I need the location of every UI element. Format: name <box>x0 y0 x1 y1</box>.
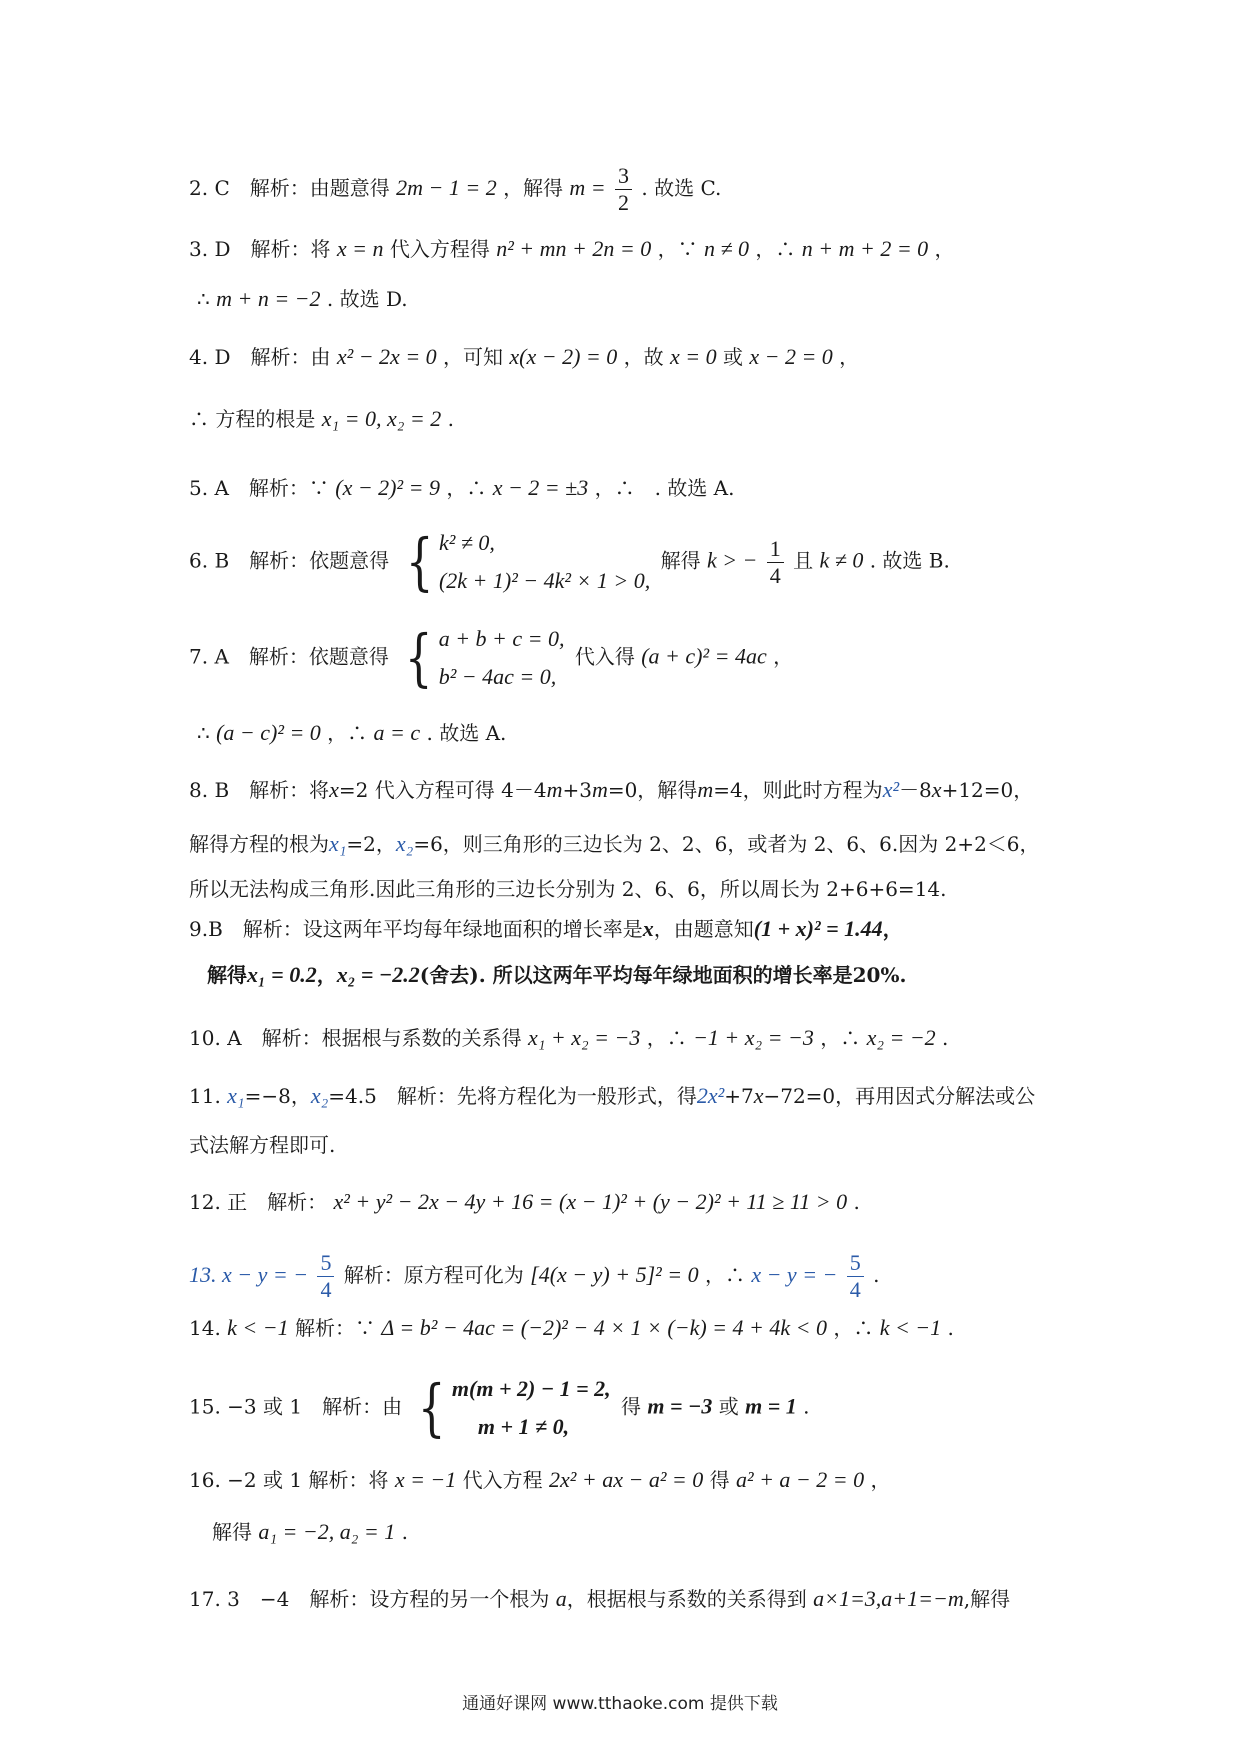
answer-8-line-1 <box>189 775 1033 805</box>
answer-14 <box>189 1313 954 1343</box>
text: 解得方程的根为 <box>189 832 329 856</box>
brace: { <box>418 1371 446 1444</box>
answer-16-line-1 <box>189 1465 890 1495</box>
equation: 2x² <box>696 1083 725 1108</box>
equation: 13. x − y = − <box>189 1262 309 1287</box>
text: 所以无法构成三角形.因此三角形的三边长分别为 2、6、6，所以周长为 2+6+6=14. <box>189 877 947 901</box>
answer-13 <box>189 1250 879 1303</box>
equation-system <box>400 524 651 600</box>
answer-3-line-1 <box>189 234 955 264</box>
equation: m = 1 <box>745 1393 797 1419</box>
text: =−8， <box>244 1084 311 1108</box>
system-row: k² ≠ 0, <box>438 530 495 555</box>
answer-15 <box>189 1370 809 1446</box>
system-row: m(m + 2) − 1 = 2, <box>451 1376 611 1401</box>
page-footer: 通通好课网 www.tthaoke.com 提供下载 <box>462 1694 778 1714</box>
equation: m + n = −2 <box>216 286 321 311</box>
variable: m <box>546 777 563 802</box>
equation: k > − <box>706 547 758 573</box>
text: ，根据根与系数的关系得到 <box>566 1587 807 1611</box>
variable: m <box>591 777 608 802</box>
variable: x <box>753 1083 764 1108</box>
answer-11-line-2 <box>189 1130 335 1160</box>
variable: x₂ <box>310 1083 329 1108</box>
text: 2. C 解析：由题意得 <box>189 176 390 200</box>
text: . 所以这两年平均每年绿地面积的增长率是 <box>478 963 853 987</box>
text: . <box>873 1263 880 1287</box>
numerator: 5 <box>847 1250 864 1277</box>
equation: −1 + x₂ = −3 <box>693 1025 814 1050</box>
equation: n + m + 2 = 0 <box>801 236 929 261</box>
answer-8-line-3 <box>189 874 947 904</box>
answer-6 <box>189 524 950 600</box>
text: 12. 正 解析： <box>189 1190 328 1214</box>
system-row: m + 1 ≠ 0, <box>477 1414 570 1439</box>
equation: a×1=3,a+1=−m <box>813 1586 964 1611</box>
numerator: 1 <box>767 536 784 563</box>
equation: k < −1 <box>227 1315 289 1340</box>
fraction <box>317 1250 334 1303</box>
system-row: b² − 4ac = 0, <box>438 664 557 689</box>
text: 11. <box>189 1084 221 1108</box>
answer-10 <box>189 1023 948 1053</box>
denominator: 4 <box>849 1277 861 1302</box>
variable: x <box>931 777 942 802</box>
answer-2 <box>189 163 721 216</box>
text: . <box>942 1026 949 1050</box>
answer-4-line-1 <box>189 342 859 372</box>
text: 9.B 解析：设这两年平均每年绿地面积的增长率是 <box>189 917 643 941</box>
text: 式法解方程即可. <box>189 1133 336 1157</box>
text: 得 <box>709 1468 730 1492</box>
variable: x₁ <box>329 831 347 856</box>
text: ， <box>934 237 955 261</box>
text: ，可知 <box>443 345 504 369</box>
answer-9-line-2 <box>207 960 906 990</box>
text: ， <box>870 1468 891 1492</box>
equation: a₁ = −2, a₂ = 1 <box>258 1519 396 1544</box>
text: ， <box>882 917 903 941</box>
text: 7. A 解析：依题意得 <box>189 644 389 669</box>
equation: x² + y² − 2x − 4y + 16 = (x − 1)² + (y − 2)² + 11 ≥ 11 > 0 <box>333 1189 848 1214</box>
variable: x₁ <box>227 1083 245 1108</box>
text: =4.5 解析：先将方程化为一般形式，得 <box>328 1084 697 1108</box>
text: =2， <box>346 832 396 856</box>
denominator: 4 <box>320 1277 332 1302</box>
text: . <box>447 407 454 431</box>
text: ，∴ <box>820 1026 861 1050</box>
equation: x₂ = −2 <box>866 1025 936 1050</box>
fraction <box>615 163 632 216</box>
equation: 2x² + ax − a² = 0 <box>549 1467 704 1492</box>
text: 解析：∵ <box>295 1316 375 1340</box>
equation-system <box>399 620 564 696</box>
text: ，∴ <box>755 237 796 261</box>
text: . <box>853 1190 860 1214</box>
text: ， <box>316 963 337 987</box>
text: =0，解得 <box>607 778 698 802</box>
numerator: 5 <box>317 1250 334 1277</box>
text: ，故 <box>623 345 664 369</box>
text: −72=0，再用因式分解法或公 <box>763 1084 1036 1108</box>
text: =2 代入方程可得 4－4 <box>338 778 547 802</box>
text: ， <box>773 644 794 669</box>
text: . 故选 B. <box>869 548 950 573</box>
text: 代入方程得 <box>389 237 490 261</box>
equation: x² <box>882 777 900 802</box>
text: 解得 <box>212 1520 252 1544</box>
answer-17 <box>189 1584 1010 1614</box>
fraction <box>767 536 784 589</box>
text: ，∴ <box>446 476 487 500</box>
text: ，∴ <box>327 721 368 745</box>
equation: x = n <box>336 236 384 261</box>
text: 5. A 解析：∵ <box>189 476 329 500</box>
equation: x₁ + x₂ = −3 <box>527 1025 641 1050</box>
text: 或 <box>722 345 743 369</box>
equation: (x − 2)² = 9 <box>335 475 440 500</box>
answer-8-line-2 <box>189 829 1040 859</box>
equation: Δ = b² − 4ac = (−2)² − 4 × 1 × (−k) = 4 + 4k < 0 <box>381 1315 827 1340</box>
text: ∴ <box>197 287 210 311</box>
text: ，解得 <box>503 176 564 200</box>
text: . 故选 C. <box>641 176 722 200</box>
answer-9-line-1 <box>189 914 903 944</box>
text: ，由题意知 <box>653 917 754 941</box>
equation: [4(x − y) + 5]² = 0 <box>530 1262 699 1287</box>
text: 解析：原方程可化为 <box>343 1263 524 1287</box>
equation: x − y = − <box>751 1262 838 1287</box>
text: 3. D 解析：将 <box>189 237 331 261</box>
variable: m <box>697 777 714 802</box>
text: 10. A 解析：根据根与系数的关系得 <box>189 1026 522 1050</box>
variable: x <box>642 916 654 941</box>
text: ，∴ <box>646 1026 687 1050</box>
denominator: 2 <box>618 190 630 215</box>
answer-11-line-1 <box>189 1081 1035 1111</box>
text: . <box>803 1394 810 1419</box>
equation: x = 0 <box>669 344 717 369</box>
equation: 2m − 1 = 2 <box>396 175 497 200</box>
text: . <box>899 963 907 987</box>
text: +12=0， <box>941 778 1034 802</box>
text: ， <box>839 345 860 369</box>
equation: x − 2 = 0 <box>749 344 833 369</box>
equation: x₁ = 0.2 <box>247 962 317 987</box>
equation: m = −3 <box>647 1393 713 1419</box>
text: 17. 3 −4 解析：设方程的另一个根为 <box>189 1587 550 1611</box>
equation: a = c <box>373 720 421 745</box>
answer-7-line-2 <box>197 718 506 748</box>
text: 解得 <box>660 548 701 573</box>
variable: x₂ <box>395 831 414 856</box>
text: 14. <box>189 1316 221 1340</box>
answer-4-line-2 <box>189 404 454 434</box>
equation: (a + c)² = 4ac <box>641 643 767 669</box>
text: . 故选 A. <box>426 721 507 745</box>
text: ∴ <box>197 721 210 745</box>
text: 4. D 解析：由 <box>189 345 331 369</box>
text: ，∴ <box>704 1263 745 1287</box>
text: 16. <box>189 1468 221 1492</box>
text: 或 <box>718 1394 739 1419</box>
system-row: a + b + c = 0, <box>438 626 565 651</box>
text: 6. B 解析：依题意得 <box>189 548 390 573</box>
equation: x = −1 <box>394 1467 457 1492</box>
text: ，∴ <box>833 1316 874 1340</box>
equation: (a − c)² = 0 <box>216 720 321 745</box>
text: ∴ 方程的根是 <box>189 407 316 431</box>
equation: a² + a − 2 = 0 <box>735 1467 865 1492</box>
fraction <box>847 1250 864 1303</box>
equation: x − 2 = ±3 <box>492 475 589 500</box>
equation: (1 + x)² = 1.44 <box>753 916 883 941</box>
answer-3-line-2 <box>197 284 408 314</box>
text: +3 <box>562 778 592 802</box>
equation: k < −1 <box>879 1315 942 1340</box>
answer-5 <box>189 473 734 503</box>
text: . <box>401 1520 408 1544</box>
text: 解得 <box>207 963 247 987</box>
text: +7 <box>724 1084 754 1108</box>
equation: x² − 2x = 0 <box>336 344 437 369</box>
text: =4，则此时方程为 <box>713 778 883 802</box>
equation: n² + mn + 2n = 0 <box>496 236 652 261</box>
text: 代入得 <box>574 644 635 669</box>
text: －8 <box>899 778 932 802</box>
text: (舍去) <box>419 963 479 987</box>
text: ，∵ <box>657 237 698 261</box>
equation: x₂ = −2.2 <box>336 962 420 987</box>
answer-12 <box>189 1187 860 1217</box>
text: 得 <box>621 1394 642 1419</box>
text: 解析：将 <box>308 1468 389 1492</box>
text: . 故选 D. <box>326 287 408 311</box>
text: −2 或 1 <box>227 1468 303 1492</box>
text: ,解得 <box>963 1587 1011 1611</box>
equation-system <box>412 1370 610 1446</box>
text: 20% <box>852 963 900 987</box>
brace: { <box>405 621 433 694</box>
answer-7-line-1 <box>189 620 793 696</box>
system-row: (2k + 1)² − 4k² × 1 > 0, <box>438 568 651 593</box>
text: 8. B 解析：将 <box>189 778 330 802</box>
denominator: 4 <box>769 562 781 588</box>
text: ，∴ . 故选 A. <box>594 476 735 500</box>
equation: n ≠ 0 <box>703 236 750 261</box>
answer-16-line-2 <box>212 1517 408 1547</box>
text: . <box>947 1316 954 1340</box>
numerator: 3 <box>615 163 632 190</box>
text: 代入方程 <box>462 1468 543 1492</box>
equation: x₁ = 0, x₂ = 2 <box>321 406 442 431</box>
equation: k ≠ 0 <box>819 547 864 573</box>
variable: x <box>329 777 339 802</box>
text: =6，则三角形的三边长为 2、2、6，或者为 2、6、6.因为 2+2＜6， <box>413 832 1040 856</box>
text: 15. −3 或 1 解析：由 <box>189 1394 403 1419</box>
text: 且 <box>793 548 814 573</box>
equation: x(x − 2) = 0 <box>509 344 618 369</box>
equation: m = <box>569 175 606 200</box>
brace: { <box>405 525 434 598</box>
variable: a <box>555 1586 567 1611</box>
